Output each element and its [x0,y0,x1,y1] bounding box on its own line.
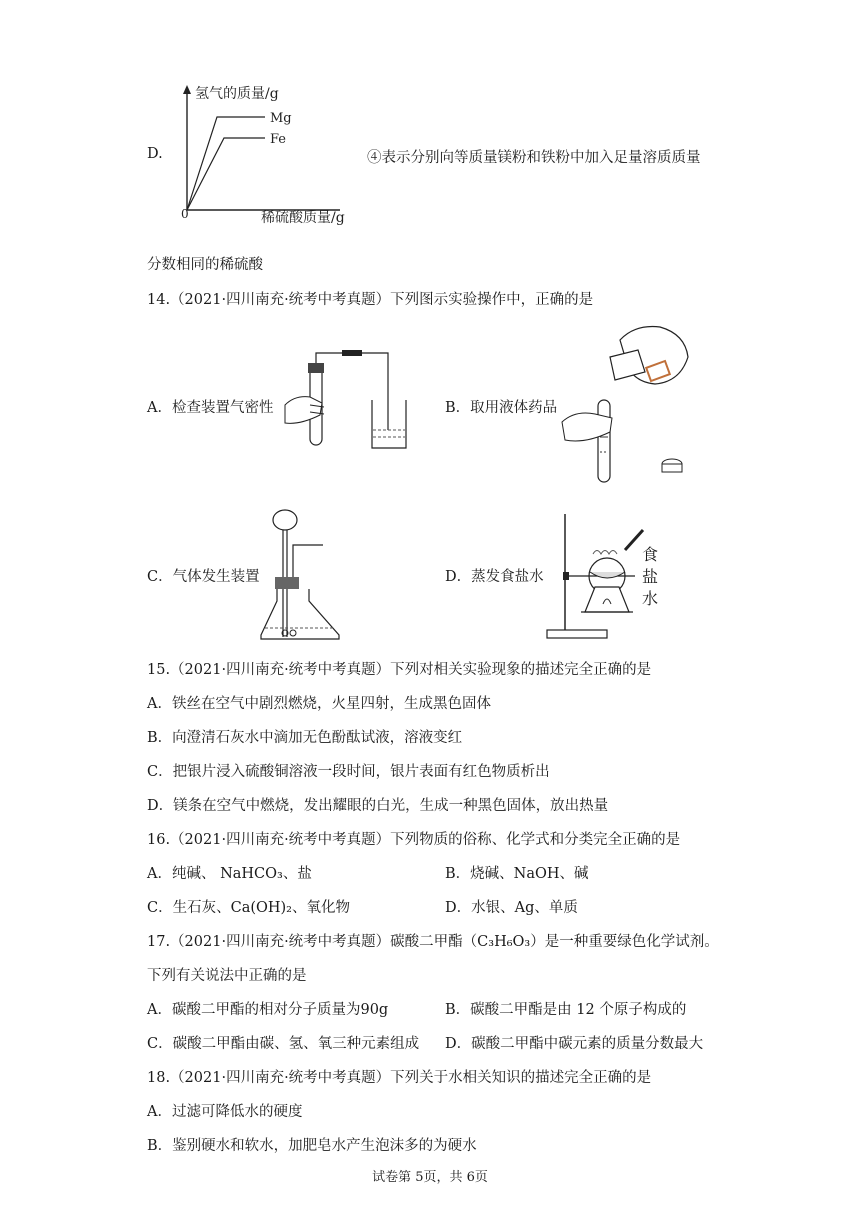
option-d-label: D. [147,146,163,162]
q15-option-b: B．向澄清石灰水中滴加无色酚酞试液，溶液变红 [147,730,463,746]
salt-water-label-char-2: 盐 [642,567,659,586]
q16-option-b: B．烧碱、NaOH、碱 [445,866,589,882]
gas-generator-illustration [255,505,350,643]
q17-stem-line2: 下列有关说法中正确的是 [147,968,307,984]
q15-stem: 15.（2021·四川南充·统考中考真题）下列对相关实验现象的描述完全正确的是 [147,662,652,678]
q17-option-c: C．碳酸二甲酯由碳、氢、氧三种元素组成 [147,1036,420,1052]
graph-xlabel: 稀硫酸质量/g [261,210,345,226]
salt-water-label-char-3: 水 [642,589,659,608]
q15-option-a: A．铁丝在空气中剧烈燃烧，火星四射，生成黑色固体 [147,696,491,712]
q15-option-c: C．把银片浸入硫酸铜溶液一段时间，银片表面有红色物质析出 [147,764,550,780]
q14-option-c: C．气体发生装置 [147,569,260,585]
q16-stem: 16.（2021·四川南充·统考中考真题）下列物质的俗称、化学式和分类完全正确的是 [147,832,681,848]
q13d-text-line1: ④表示分别向等质量镁粉和铁粉中加入足量溶质质量 [367,150,701,166]
graph-origin: 0 [181,207,189,221]
q18-option-a: A．过滤可降低水的硬度 [147,1104,303,1120]
q17-option-a: A．碳酸二甲酯的相对分子质量为90g [147,1002,389,1018]
q18-stem: 18.（2021·四川南充·统考中考真题）下列关于水相关知识的描述完全正确的是 [147,1070,652,1086]
q14-option-a: A．检查装置气密性 [147,400,274,416]
graph-line-mg [187,117,265,210]
liquid-pouring-illustration [560,322,700,482]
q15-option-d: D．镁条在空气中燃烧，发出耀眼的白光，生成一种黑色固体，放出热量 [147,798,609,814]
q17-option-d: D．碳酸二甲酯中碳元素的质量分数最大 [445,1036,704,1052]
q14-option-b: B．取用液体药品 [445,400,558,416]
salt-water-label-char-1: 食 [642,545,659,564]
graph-y-arrow [183,85,191,94]
q17-stem: 17.（2021·四川南充·统考中考真题）碳酸二甲酯（C₃H₆O₃）是一种重要绿色化学试剂。 [147,934,719,950]
graph-label-mg: Mg [270,111,292,126]
hydrogen-mass-graph [170,80,370,240]
page-footer: 试卷第 5页，共 6页 [372,1170,488,1185]
salt-water-label [642,544,662,610]
graph-label-fe: Fe [270,132,287,147]
q18-option-b: B．鉴别硬水和软水，加肥皂水产生泡沫多的为硬水 [147,1138,477,1154]
graph-ylabel: 氢气的质量/g [195,86,279,102]
q16-option-a: A．纯碱、 NaHCO₃、盐 [147,866,312,882]
q16-option-d: D．水银、Ag、单质 [445,900,578,916]
airtightness-check-illustration [280,345,420,455]
q13d-text-line2: 分数相同的稀硫酸 [147,257,263,273]
q14-stem: 14.（2021·四川南充·统考中考真题）下列图示实验操作中，正确的是 [147,292,594,308]
q17-option-b: B．碳酸二甲酯是由 12 个原子构成的 [445,1002,687,1018]
q16-option-c: C．生石灰、Ca(OH)₂、氧化物 [147,900,350,916]
q14-option-d: D．蒸发食盐水 [445,569,544,585]
